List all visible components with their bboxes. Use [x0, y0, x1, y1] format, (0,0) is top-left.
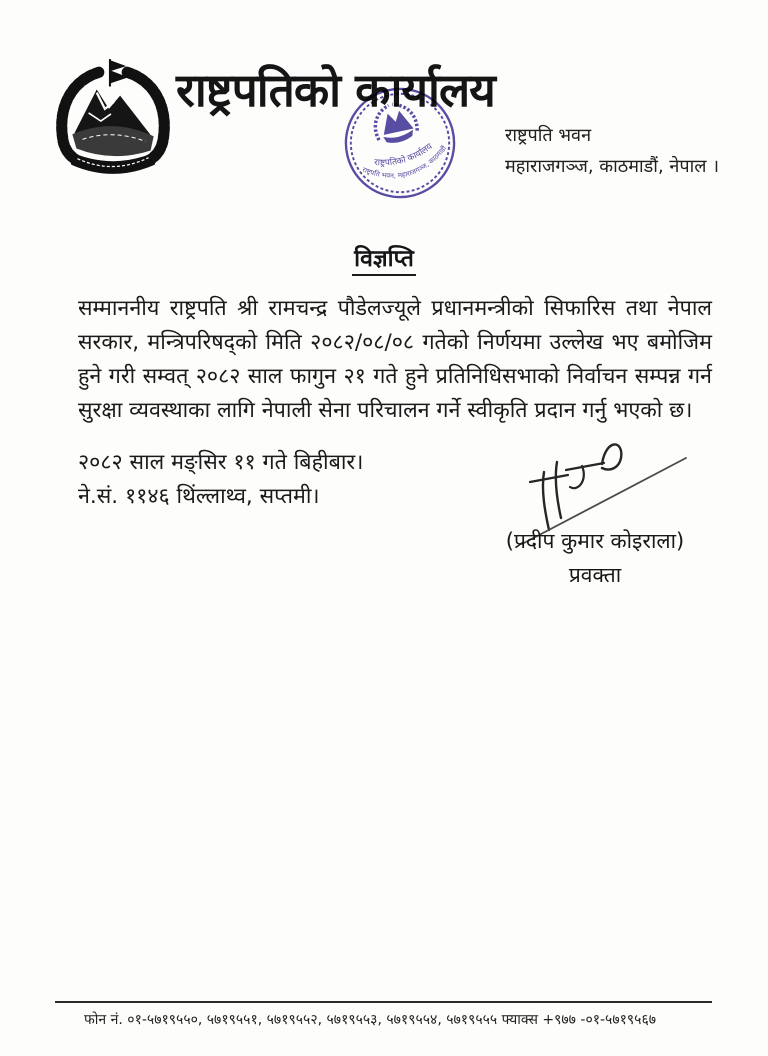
footer-contact: फोन नं. ०१-५७१९५५०, ५७१९५५१, ५७१९५५२, ५७१९५५३, ५७१९५५४, ५७१९५५५ फ्याक्स +९७७ -०१-५७१९५६७: [84, 1012, 657, 1028]
body-line-4: सुरक्षा व्यवस्थाका लागि नेपाली सेना परिचालन गर्ने स्वीकृति प्रदान गर्नु भएको छ।: [78, 398, 693, 423]
seal-bottom-text: राष्ट्रपति भवन, महाराजगञ्ज, काठमाडौं: [361, 144, 449, 180]
emblem-graphic: [52, 56, 174, 180]
body-line-2: सरकार, मन्त्रिपरिषद्को मिति २०८२/०८/०८ गतेको निर्णयमा उल्लेख भए बमोजिम: [78, 330, 712, 355]
body-line-1: सम्माननीय राष्ट्रपति श्री रामचन्द्र पौडेलज्यूले प्रधानमन्त्रीको सिफारिस तथा नेपाल: [78, 296, 712, 321]
date-bikram-sambat: २०८२ साल मङ्सिर ११ गते बिहीबार।: [78, 450, 364, 475]
signer-name: (प्रदीप कुमार कोइराला): [505, 529, 685, 553]
date-nepal-sambat: ने.सं. ११४६ थिंल्लाथ्व, सप्तमी।: [78, 484, 320, 509]
seal-emblem: [370, 100, 419, 147]
signer-designation: प्रवक्ता: [568, 563, 622, 587]
notice-body: [78, 292, 712, 428]
letterhead-address: [505, 120, 745, 182]
notice-heading-row: [0, 241, 768, 276]
seal-top-text: राष्ट्रपतिको कार्यालय: [373, 141, 435, 169]
office-title: राष्ट्रपतिको कार्यालय: [176, 63, 495, 117]
address-line-1: राष्ट्रपति भवन: [505, 125, 592, 146]
body-line-3: हुने गरी सम्वत् २०८२ साल फागुन २१ गते हुने प्रतिनिधिसभाको निर्वाचन सम्पन्न गर्न: [78, 364, 712, 389]
nepal-coat-of-arms-emblem: [52, 56, 174, 180]
footer-divider: [55, 1001, 712, 1003]
notice-heading: विज्ञप्ति: [352, 241, 416, 276]
address-line-2: महाराजगञ्ज, काठमाडौं, नेपाल ।: [505, 156, 720, 177]
